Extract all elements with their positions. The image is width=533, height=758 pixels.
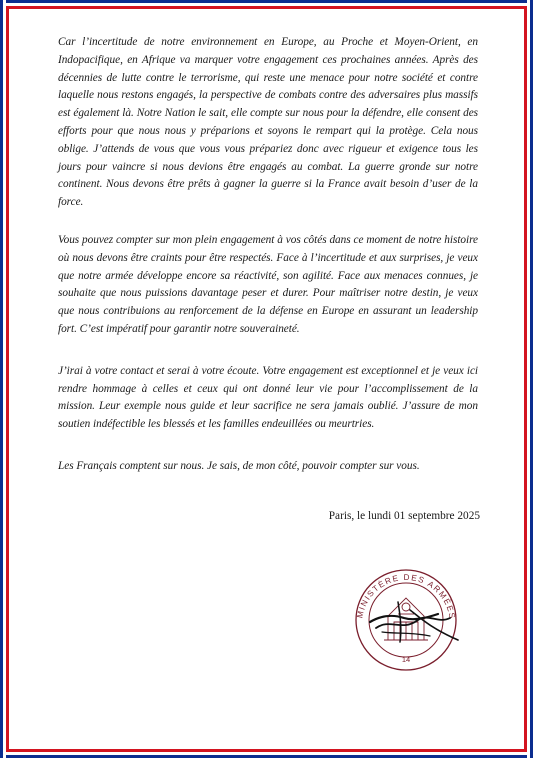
letter-paragraph-2: Vous pouvez compter sur mon plein engagement à vos côtés dans ce moment de notre histoire où nous devons être craints pour être respectés. Face à l’incertitude et aux surprises, je veux que notre armée développe encore sa réactivité, son agilité. Face aux menaces connues, je souhaite que nous puissions davantage peser et durer. Pour maîtriser notre destin, je veux que nous contribuions au renforcement de la défense en Europe en assurant un leadership fort. C’est impératif pour garantir notre souveraineté. [58,233,478,335]
seal-and-signature-icon [340,558,468,674]
frame-white-bottom [0,752,533,755]
letter-paragraph-1: Car l’incertitude de notre environnement en Europe, au Proche et Moyen-Orient, en Indopacifique, en Afrique va marquer votre engagement ces prochaines années. Après des décennies de lutte contre le terrorisme, qui reste une menace pour notre société et contre laquelle nous restons engagés, la perspective de combats contre des adversaires plus massifs est également là. Notre Nation le sait, elle compte sur nous pour la défendre, elle consent des efforts pour que nous nous y préparions et soyons le rempart qui la protège. Cela nous oblige. J’attends de vous que vous vous prépariez donc avec rigueur et exigence tous les jours pour vaincre si nous devions être engagés au combat. La guerre gronde sur notre continent. Nous devons être prêts à gagner la guerre si la France avait besoin d’user de la force. [58,36,478,209]
letter-paragraph-3: J’irai à votre contact et serai à votre écoute. Votre engagement est exceptionnel et je veux ici rendre hommage à celles et ceux qui ont donné leur vie pour l’accomplissement de la mission. Leur exemple nous guide et leur sacrifice ne sera jamais oublié. J’assure de mon soutien indéfectible les blessés et les familles endeuillées ou meurtries. [58,364,478,431]
date-line: Paris, le lundi 01 septembre 2025 [328,510,480,522]
letter-paragraph-4: Les Français comptent sur nous. Je sais, de mon côté, pouvoir compter sur vous. [58,459,420,472]
frame-red-right [524,6,527,752]
seal-number: 14 [401,655,411,664]
signature-strokes [370,602,458,642]
frame-red-top [0,6,533,9]
frame-white-right [527,0,530,758]
frame-red-left [6,6,9,752]
frame-red-bottom [0,749,533,752]
seal-legend: MINISTÈRE DES ARMÉES [355,572,457,621]
official-seal [340,558,468,674]
seal-inner-ring [369,583,443,657]
letter-body [58,34,478,500]
